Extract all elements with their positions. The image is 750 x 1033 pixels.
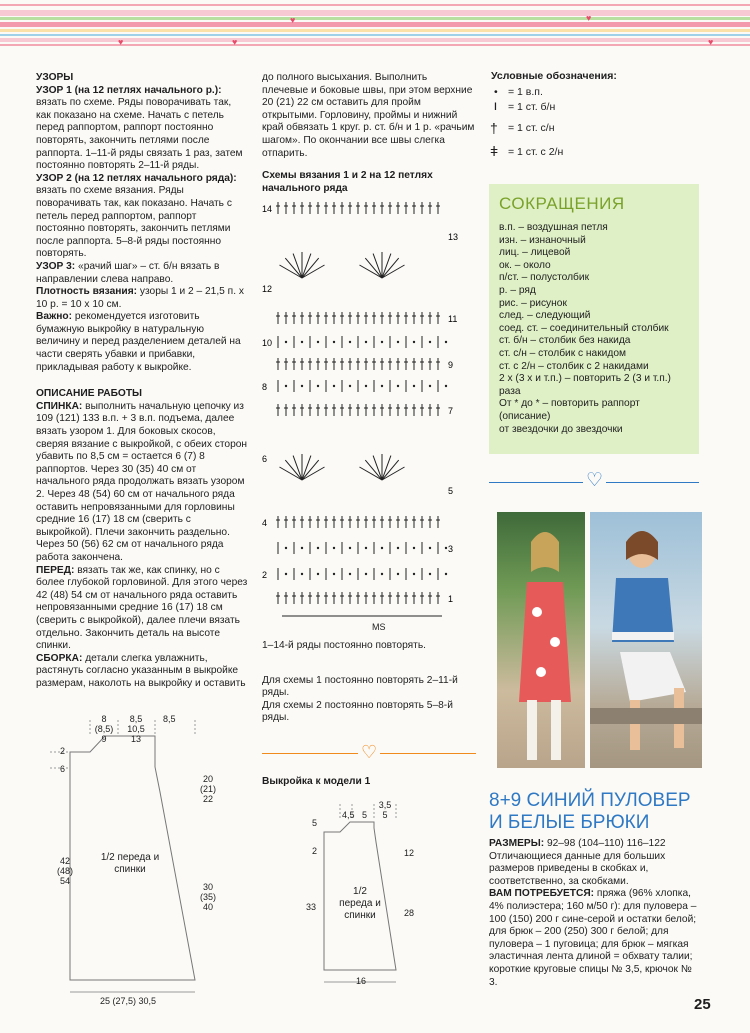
chart-row-number: 6 [262,454,268,464]
chart-fan-stitch [302,258,319,278]
chart-row-number: 2 [262,570,268,580]
heart-divider [262,742,476,762]
abbr-item: изн. – изнаночный [499,234,586,246]
legend-item-dc: = 1 ст. с/н [508,122,555,134]
work-heading: ОПИСАНИЕ РАБОТЫ [36,388,143,400]
heart-icon: ♡ [358,742,380,763]
chart-fan-stitch [302,460,319,480]
chart-fan-stitch [359,467,382,480]
chart-fan-stitch [302,254,311,278]
chart-chain [429,547,431,549]
important-text: рекомендуется изготовить бумажную выкройку в натуральную величину и перед разделением деталей на части сверять убавки и прибавки, прикладывая работу к выкройке. [36,311,241,373]
legend-item-tr: = 1 ст. с 2/н [508,146,564,158]
abbr-item: рис. – рисунок [499,297,567,309]
dim-shoulder-slope: 6 [60,764,66,774]
chart-note-1: 1–14-й ряды постоянно повторять. [262,640,426,651]
chart-chain [317,573,319,575]
abbr-item: соед. ст. – соединительный столбик [499,322,669,334]
chart-title: Схемы вязания 1 и 2 на 12 петлях начального ряда [262,170,433,194]
abbr-item: след. – следующий [499,310,591,322]
photo-girl-pullover [590,512,702,768]
chart-chain [429,573,431,575]
chart-chain [429,385,431,387]
abbr-item: в.п. – воздушная петля [499,222,608,233]
chart-fan-stitch [373,456,382,480]
model-details [489,838,699,989]
chart-chain [413,547,415,549]
chart-row-number: 7 [448,406,454,416]
chart-chain [413,573,415,575]
assembly-text: детали слегка увлажнить, растянуть согласно указанным в выкройке размерам, наколоть на выкройку и оставить [36,652,246,689]
instructions-column-1 [36,72,248,691]
pattern1-title: УЗОР 1 (на 12 петлях начального р.): [36,84,222,96]
chart-fan-stitch [279,265,302,278]
piece-label: 1/2 переда и спинки [100,852,160,875]
legend-item-sc: = 1 ст. б/н [508,101,556,113]
chart-chain [445,547,447,549]
dim-armhole-depth: 20 (21) 22 [199,774,216,804]
heart-icon: ♡ [583,469,606,492]
dim-p2-side: 28 [404,908,415,918]
dim-shoulder: 8 (8,5) 9 [94,714,114,744]
back-title: СПИНКА: [36,400,83,412]
dim-neck: 8,5 10,5 13 [127,714,145,744]
repeat-label: MS [372,622,386,632]
heart-icon: ♥ [232,37,238,47]
chart-fan-stitch [382,258,399,278]
pattern-2-schematic [306,798,446,998]
chart-row-number: 9 [448,360,454,370]
back-text: выполнить начальную цепочку из 109 (121) 133 в.п. + 3 в.п. подъема, далее вязать узором 1. Для боковых скосов, сверяя вязание с выкройкой, с обеих сторон убавить по 8,5 см = остается 6 (7) 8 раппортов. Через 30 (35) 40 см от начального ряда продолжать вязать узором 2. Через 48 (54) 60 см от начального ряда оставить непровязанными для горловины средние 16 (17) 18 см (сверить с выкройкой). Плечи закончить раздельно. Через 50 (56) 62 см от начального ряда работа закончена. [36,400,248,563]
chart-fan-stitch [285,258,302,278]
chart-note-2: Для схемы 1 постоянно повторять 2–11-й ряды. [262,674,458,699]
dim-p2-armhole: 12 [404,848,415,858]
chart-row-number: 12 [262,284,273,294]
dim-hem-width: 25 (27,5) 30,5 [100,996,157,1006]
chart-chain [285,547,287,549]
chart-fan-stitch [285,460,302,480]
chart-row-number: 11 [448,314,458,324]
dim-armhole-width: 8,5 [163,714,176,724]
abbreviations-title: СОКРАЩЕНИЯ [499,194,625,213]
chart-fan-stitch [293,456,302,480]
abbr-item: р. – ряд [499,284,536,296]
chart-chain [397,385,399,387]
chart-chain [349,547,351,549]
heart-icon: ♥ [118,37,124,47]
pattern3-title: УЗОР 3: [36,260,76,272]
sizes-title: РАЗМЕРЫ: [489,838,545,849]
chart-row-number: 8 [262,382,268,392]
chart-row-number: 10 [262,338,273,348]
chart-row-number: 13 [448,232,459,242]
chart-chain [413,341,415,343]
crochet-chart [262,196,462,636]
abbr-item: от звездочки до звездочки [499,423,623,435]
pattern1-text: вязать по схеме. Ряды поворачивать так, как показано на схеме. Начать с петель перед раппортом, раппорт постоянно повторять, закончить петлями после раппорта. 1–11-й ряды связать 1 раз, затем постоянно повторять 2–11-й ряды. [36,97,243,172]
gauge-text: узоры 1 и 2 – 21,5 п. х 10 р. = 10 х 10 см. [36,286,244,310]
chart-chain [317,385,319,387]
abbr-item: ок. – около [499,259,551,271]
chart-row-number: 5 [448,486,454,496]
chart-symbols-grid [262,196,462,636]
abbr-item: ст. с/н – столбик с накидом [499,347,626,359]
tr-symbol-icon: ǂ [490,143,499,159]
chart-fan-stitch [359,265,382,278]
gauge-title: Плотность вязания: [36,286,138,298]
chart-fan-stitch [373,254,382,278]
chart-chain [285,385,287,387]
model-title-line-1: 8+9 СИНИЙ ПУЛОВЕР [489,790,691,811]
chart-chain [413,385,415,387]
dim-p2-height: 33 [306,902,317,912]
chart-row-number: 14 [262,204,273,214]
chart-chain [317,547,319,549]
abbr-item: 2 х (3 х и т.п.) – повторить 2 (3 и т.п.) раза [499,373,671,397]
instructions-column-2 [262,72,476,195]
abbr-item: лиц. – лицевой [499,247,571,259]
dim-p2-neck-depth: 5 [312,818,318,828]
dc-symbol-icon: † [490,120,498,136]
legend-item-chain: = 1 в.п. [508,86,543,98]
chart-chain [301,385,303,387]
chart-fan-stitch [382,460,399,480]
chain-symbol-icon: • [494,86,498,98]
girl-dress-illustration [497,512,585,768]
page-number: 25 [694,996,711,1013]
abbr-item: ст. с 2/н – столбик с 2 накидами [499,360,649,372]
chart-row-number: 4 [262,518,268,528]
pattern3-text: «рачий шаг» – ст. б/н вязать в направлении слева направо. [36,260,220,285]
chart-chain [381,547,383,549]
chart-chain [333,341,335,343]
chart-chain [365,547,367,549]
chart-chain [349,341,351,343]
chart-notes [262,640,476,725]
dim-p2-slope: 2 [312,846,318,856]
top-decorative-band [0,0,750,52]
chart-chain [445,385,447,387]
materials-title: ВАМ ПОТРЕБУЕТСЯ: [489,888,595,900]
chart-chain [301,547,303,549]
pattern2-title: УЗОР 2 (на 12 петлях начального ряда): [36,172,237,184]
pattern2-text: вязать по схеме вязания. Ряды поворачивать так, как показано. Начать с петель перед раппортом, раппорт постоянно повторять, закончить петлями после раппорта. 5–8-й ряды постоянно повторять. [36,185,232,260]
dim-side-height: 30 (35) 40 [199,882,216,912]
chart-chain [397,341,399,343]
heart-divider [489,470,699,491]
chart-chain [301,573,303,575]
chart-chain [429,341,431,343]
chart-chain [397,573,399,575]
model-title-line-2: И БЕЛЫЕ БРЮКИ [489,812,650,833]
abbr-item: От * до * – повторить раппорт (описание) [499,398,640,422]
abbr-item: ст. б/н – столбик без накида [499,335,631,347]
dim-total-height: 42 (48) 54 [56,856,73,886]
abbr-item: п/ст. – полустолбик [499,272,590,284]
chart-fan-stitch [302,265,325,278]
photo-girl-dress [497,512,585,768]
chart-fan-stitch [293,254,302,278]
chart-note-3: Для схемы 2 постоянно повторять 5–8-й ряды. [262,699,453,724]
chart-chain [381,341,383,343]
dim-p2-armhole-width: 3,5 5 [378,800,392,820]
chart-fan-stitch [382,254,391,278]
sizes-text: 92–98 (104–110) 116–122 [546,838,666,849]
sc-symbol-icon: ǀ [494,101,497,113]
dim-neck-depth: 2 [60,746,66,756]
chart-fan-stitch [382,456,391,480]
front-title: ПЕРЕД: [36,564,75,576]
chart-chain [301,341,303,343]
chart-chain [333,573,335,575]
chart-row-number: 3 [448,544,454,554]
chart-chain [333,385,335,387]
chart-chain [349,573,351,575]
chart-chain [381,573,383,575]
sizes-note: Отличающиеся данные для больших размеров приведены в скобках и, соответственно, за скобками. [489,850,666,887]
front-text: вязать так же, как спинку, но с более глубокой горловиной. Для этого через 42 (48) 54 см от начального ряда оставить непровязанными средние 16 (17) 18 см (сверить с выкройкой), далее плечи вязать отдельно. Закончить деталь на высоте спинки. [36,564,248,652]
chart-row-number: 1 [448,594,454,604]
legend-title: Условные обозначения: [491,70,617,82]
chart-fan-stitch [302,467,325,480]
chart-fan-stitch [382,265,405,278]
heart-icon: ♥ [290,15,296,25]
piece-label: 1/2 переда и спинки [339,886,381,921]
assembly-continued-text: до полного высыхания. Выполнить плечевые и боковые швы, при этом верхние 20 (21) 22 см оставить для пройм открытыми. Горловину, проймы и нижний край обвязать 1 круг. р. ст. б/н и 1 р. «рачьим шагом». По окончании все швы слегка отпарить. [262,72,475,159]
dim-p2-neck: 5 [362,810,368,820]
assembly-title: СБОРКА: [36,652,83,664]
chart-fan-stitch [382,467,405,480]
heart-icon: ♥ [708,37,714,47]
model-title [489,790,691,834]
chart-fan-stitch [302,456,311,480]
chart-chain [445,573,447,575]
chart-chain [397,547,399,549]
dim-p2-hem: 16 [356,976,367,986]
chart-chain [349,385,351,387]
chart-fan-stitch [279,467,302,480]
chart-fan-stitch [365,460,382,480]
chart-chain [365,341,367,343]
dim-p2-shoulder: 4,5 [342,810,355,820]
chart-chain [333,547,335,549]
important-title: Важно: [36,311,73,323]
section-heading: УЗОРЫ [36,72,74,83]
materials-text: пряжа (96% хлопка, 4% полиэстера; 160 м/50 г): для пуловера – 100 (150) 200 г сине-серой и остатки белой; для брюк – 200 (250) 300 г белой; для пуловера – 1 пуговица; для брюк – мягкая эластичная лента длиной = обхвату талии; короткие круговые спицы № 3,5, крючок № 3. [489,888,697,988]
abbreviations-box [489,184,699,454]
girl-pullover-illustration [590,512,702,768]
chart-chain [365,385,367,387]
chart-chain [381,385,383,387]
pattern-2-title: Выкройка к модели 1 [262,776,371,787]
heart-icon: ♥ [586,13,592,23]
pattern-1-schematic [30,712,245,1012]
chart-chain [445,341,447,343]
chart-chain [285,341,287,343]
chart-chain [365,573,367,575]
chart-chain [285,573,287,575]
chart-fan-stitch [365,258,382,278]
chart-chain [317,341,319,343]
